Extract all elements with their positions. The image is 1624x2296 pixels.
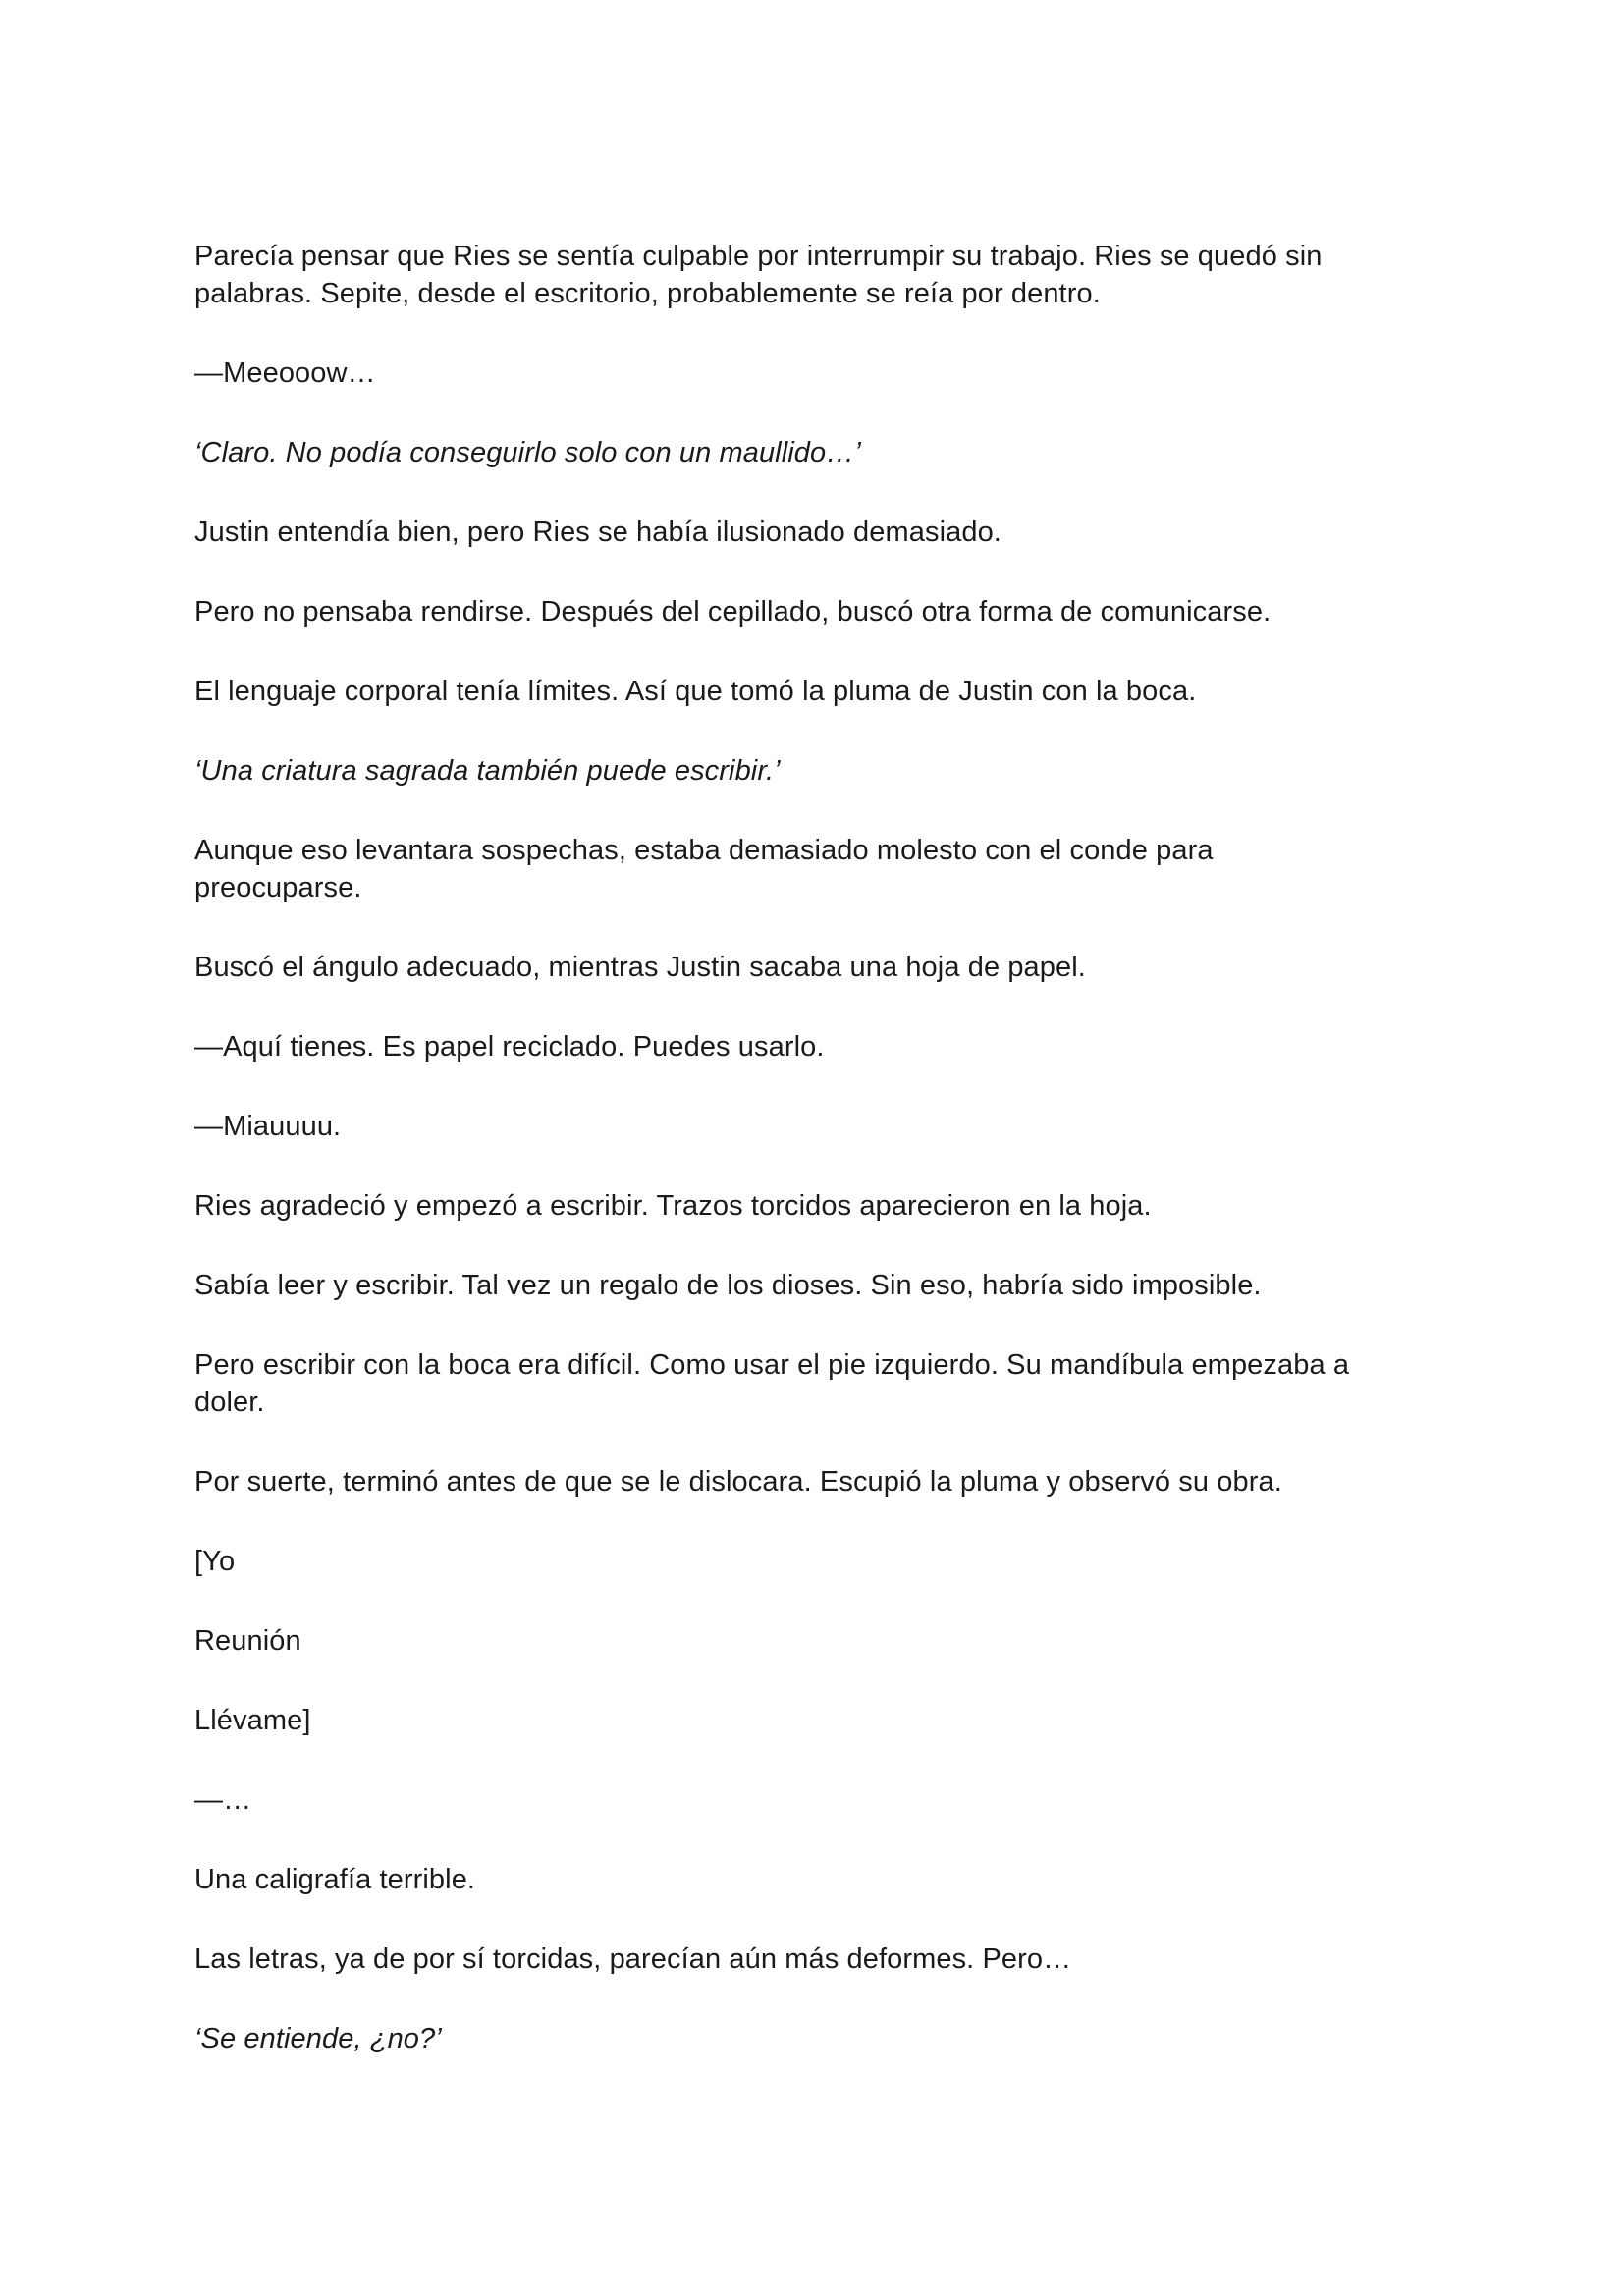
paragraph <box>194 1267 1432 1304</box>
paragraph-line: Llévame] <box>194 1705 311 1736</box>
paragraph-line: Pero escribir con la boca era difícil. Como usar el pie izquierdo. Su mandíbula empezaba a <box>194 1349 1350 1381</box>
paragraph <box>194 434 1432 471</box>
paragraph-line: —… <box>194 1784 252 1816</box>
paragraph <box>194 238 1432 312</box>
paragraph <box>194 593 1432 630</box>
paragraph-line: Las letras, ya de por sí torcidas, parecían aún más deformes. Pero… <box>194 1943 1072 1975</box>
paragraph-line: doler. <box>194 1387 265 1418</box>
paragraph-line: ‘Claro. No podía conseguirlo solo con un maullido…’ <box>194 437 861 468</box>
paragraph-line: El lenguaje corporal tenía límites. Así que tomó la pluma de Justin con la boca. <box>194 676 1197 707</box>
paragraph-line: ‘Se entiende, ¿no?’ <box>194 2023 442 2054</box>
paragraph-line: Sabía leer y escribir. Tal vez un regalo de los dioses. Sin eso, habría sido imposible. <box>194 1270 1262 1301</box>
paragraph <box>194 1187 1432 1225</box>
paragraph <box>194 1861 1432 1898</box>
paragraph-line: Parecía pensar que Ries se sentía culpable por interrumpir su trabajo. Ries se quedó sin <box>194 241 1323 272</box>
paragraph-line: —Meeooow… <box>194 357 376 389</box>
paragraph-line: Por suerte, terminó antes de que se le dislocara. Escupió la pluma y observó su obra. <box>194 1466 1282 1498</box>
paragraph-line: —Miauuuu. <box>194 1111 342 1142</box>
paragraph-line: —Aquí tienes. Es papel reciclado. Puedes usarlo. <box>194 1031 825 1063</box>
paragraph-line: Pero no pensaba rendirse. Después del cepillado, buscó otra forma de comunicarse. <box>194 596 1272 628</box>
paragraph-line: [Yo <box>194 1546 236 1577</box>
paragraph-line: Buscó el ángulo adecuado, mientras Justin sacaba una hoja de papel. <box>194 952 1086 983</box>
paragraph <box>194 1622 1432 1660</box>
paragraph <box>194 1463 1432 1501</box>
paragraph <box>194 673 1432 710</box>
paragraph-line: Justin entendía bien, pero Ries se había ilusionado demasiado. <box>194 517 1001 548</box>
paragraph <box>194 1543 1432 1580</box>
paragraph-line: Aunque eso levantara sospechas, estaba demasiado molesto con el conde para <box>194 835 1214 866</box>
paragraph <box>194 752 1432 790</box>
paragraph-line: palabras. Sepite, desde el escritorio, probablemente se reía por dentro. <box>194 278 1101 309</box>
paragraph <box>194 1028 1432 1066</box>
paragraph <box>194 514 1432 551</box>
paragraph <box>194 2020 1432 2057</box>
paragraph <box>194 355 1432 392</box>
document-text-body <box>194 238 1432 2057</box>
paragraph-line: preocuparse. <box>194 872 362 903</box>
paragraph <box>194 1941 1432 1978</box>
paragraph-line: ‘Una criatura sagrada también puede escribir.’ <box>194 755 781 787</box>
paragraph-line: Una caligrafía terrible. <box>194 1864 476 1895</box>
paragraph <box>194 1108 1432 1145</box>
paragraph <box>194 1702 1432 1739</box>
paragraph-line: Ries agradeció y empezó a escribir. Trazos torcidos aparecieron en la hoja. <box>194 1190 1152 1222</box>
paragraph <box>194 1346 1432 1421</box>
paragraph <box>194 949 1432 986</box>
paragraph <box>194 832 1432 906</box>
paragraph <box>194 1781 1432 1819</box>
paragraph-line: Reunión <box>194 1625 301 1657</box>
